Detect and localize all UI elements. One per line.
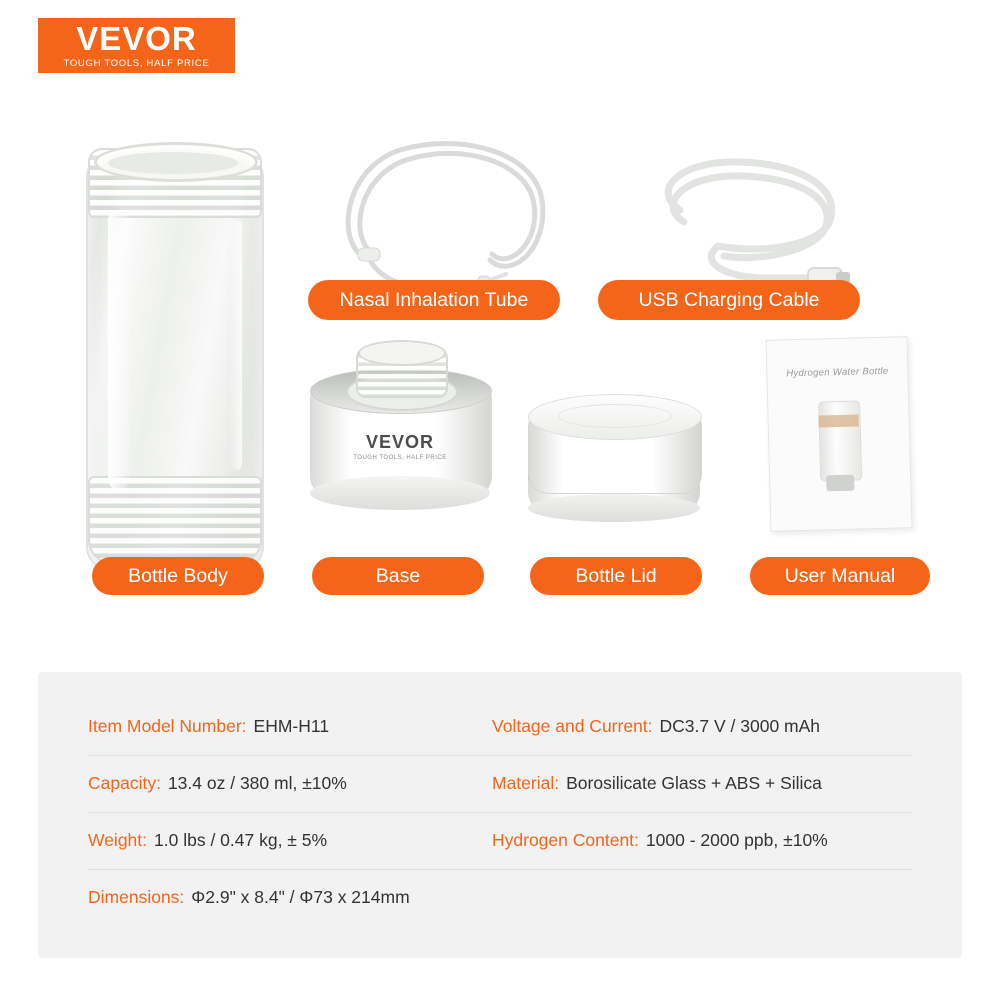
bottle-highlight-right (230, 220, 242, 470)
spec-item-model-number (88, 716, 492, 737)
base-neck-top (358, 340, 446, 366)
spec-dimensions (88, 887, 492, 908)
bottle-lid-image (520, 390, 710, 520)
spec-label: Hydrogen Content: (492, 830, 639, 850)
spec-value: Borosilicate Glass + ABS + Silica (566, 773, 822, 793)
user-manual-image (766, 336, 913, 532)
spec-value: Φ2.9" x 8.4" / Φ73 x 214mm (191, 887, 410, 907)
manual-illustration-cap (826, 475, 854, 492)
spec-value: EHM-H11 (253, 716, 330, 736)
spec-label: Material: (492, 773, 560, 793)
bottle-highlight-left (108, 210, 130, 490)
brand-tagline: TOUGH TOOLS, HALF PRICE (63, 58, 210, 69)
label-user-manual: User Manual (750, 557, 930, 595)
label-bottle-lid: Bottle Lid (530, 557, 702, 595)
label-nasal-inhalation-tube: Nasal Inhalation Tube (308, 280, 560, 320)
specifications-panel (38, 672, 962, 958)
label-base: Base (312, 557, 484, 595)
manual-cover-title: Hydrogen Water Bottle (786, 365, 889, 380)
spec-voltage-and-current (492, 716, 912, 737)
bottle-inner-mouth (108, 152, 238, 174)
spec-label: Voltage and Current: (492, 716, 653, 736)
spec-capacity (88, 773, 492, 794)
lid-top-groove (558, 404, 672, 428)
spec-label: Dimensions: (88, 887, 185, 907)
lid-bottom-ellipse (528, 494, 700, 522)
spec-row (88, 812, 912, 870)
base-unit-image (300, 340, 500, 510)
label-bottle-body: Bottle Body (92, 557, 264, 595)
product-photo-area (0, 90, 1000, 650)
spec-label: Item Model Number: (88, 716, 247, 736)
spec-row (88, 698, 912, 756)
spec-weight (88, 830, 492, 851)
base-brand-name: VEVOR (365, 432, 435, 452)
spec-value: 13.4 oz / 380 ml, ±10% (167, 773, 347, 793)
manual-product-illustration (818, 400, 862, 481)
vevor-logo (38, 18, 235, 73)
spec-value: 1000 - 2000 ppb, ±10% (645, 830, 828, 850)
spec-row (88, 755, 912, 813)
bottle-body-image (78, 140, 268, 570)
manual-illustration-band (819, 414, 859, 427)
label-usb-charging-cable: USB Charging Cable (598, 280, 860, 320)
base-bottom-ellipse (310, 476, 490, 510)
spec-material (492, 773, 912, 794)
base-brand-tagline: TOUGH TOOLS, HALF PRICE (353, 455, 447, 461)
spec-label: Weight: (88, 830, 148, 850)
brand-name: VEVOR (76, 20, 197, 57)
spec-label: Capacity: (88, 773, 161, 793)
base-brand-mark (300, 432, 500, 461)
spec-value: DC3.7 V / 3000 mAh (659, 716, 821, 736)
spec-row (88, 869, 912, 926)
spec-hydrogen-content (492, 830, 912, 851)
spec-value: 1.0 lbs / 0.47 kg, ± 5% (154, 830, 328, 850)
